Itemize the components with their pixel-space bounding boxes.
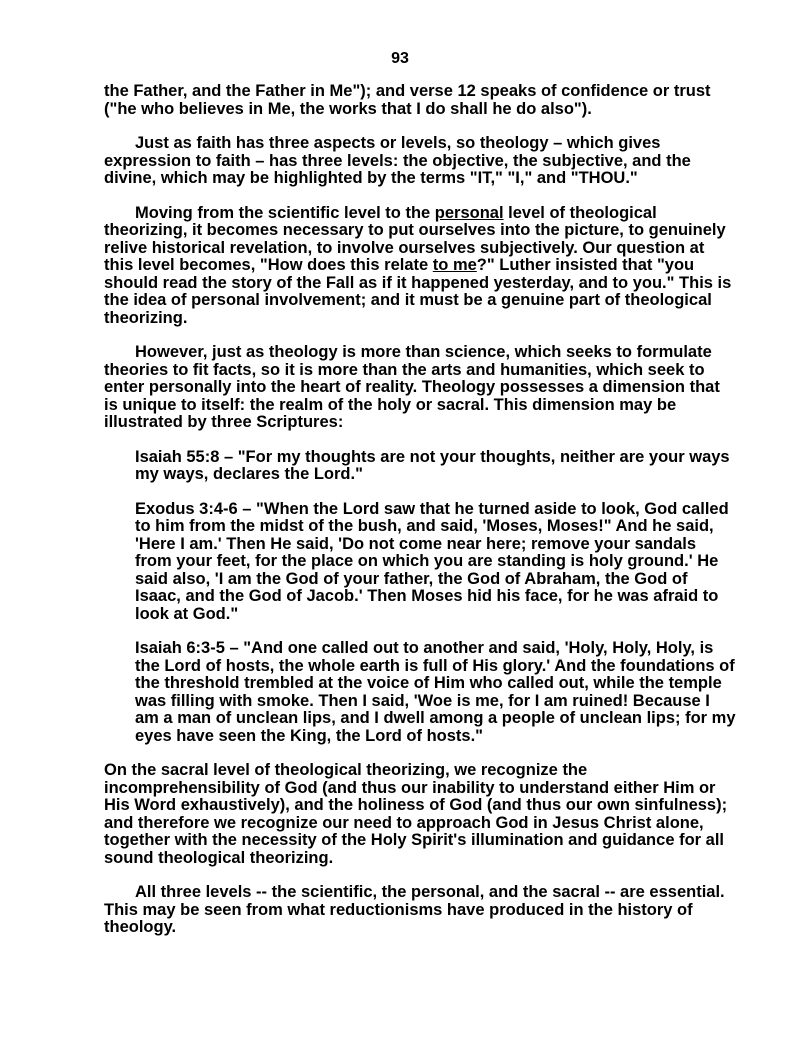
text-segment: Moving from the scientific level to the [135, 203, 435, 222]
paragraph-all-three-levels: All three levels -- the scientific, the personal, and the sacral -- are essential. This may be seen from what reductionisms have produced in the history of theology. [104, 883, 725, 936]
paragraph-sacral-dimension: However, just as theology is more than science, which seeks to formulate theories to fit facts, so it is more than the arts and humanities, which seek to enter personally into the heart of reality. Theology possesses a dimension that is unique to itself: the realm of the holy or sacral. This dimension may be illustrated by three Scriptures: [104, 343, 720, 431]
scripture-isaiah-6: Isaiah 6:3-5 – "And one called out to another and said, 'Holy, Holy, Holy, is the Lord of hosts, the whole earth is full of His glory.' And the foundations of the threshold trembled at the voice of Him who called out, while the temple was filling with smoke. Then I said, 'Woe is me, for I am ruined! Because I am a man of unclean lips, and I dwell among a people of unclean lips; for my eyes have seen the King, the Lord of hosts." [135, 639, 736, 745]
scripture-exodus-3: Exodus 3:4-6 – "When the Lord saw that he turned aside to look, God called to him from the midst of the bush, and said, 'Moses, Moses!" And he said, 'Here I am.' Then He said, 'Do not come near here; remove your sandals from your feet, for the place on which you are standing is holy ground.' He said also, 'I am the God of your father, the God of Abraham, the God of Isaac, and the God of Jacob.' Then Moses hid his face, for he was afraid to look at God." [135, 499, 729, 623]
paragraph-personal-level [104, 205, 736, 328]
paragraph-three-levels: Just as faith has three aspects or levels, so theology – which gives expression to faith – has three levels: the objective, the subjective, and the divine, which may be highlighted by the terms "IT," "I," and "THOU." [104, 134, 691, 187]
text-segment: level of theological theorizing, it becomes necessary to put ourselves into the picture, to genuinely relive historical revelation, to involve ourselves subjectively. Our question at this level becomes, "How does this relate [104, 203, 726, 274]
document-body [104, 83, 736, 954]
scripture-isaiah-55: Isaiah 55:8 – "For my thoughts are not your thoughts, neither are your ways my ways, declares the Lord." [135, 447, 730, 483]
text-segment: ?" Luther insisted that "you should read the story of the Fall as if it happened yesterday, and to you." This is the idea of personal involvement; and it must be a genuine part of theological theorizing. [104, 256, 732, 327]
page-number: 93 [391, 50, 409, 67]
paragraph-continuation: the Father, and the Father in Me"); and verse 12 speaks of confidence or trust ("he who believes in Me, the works that I do shall he do also"). [104, 82, 711, 118]
underlined-personal: personal [434, 203, 504, 222]
paragraph-sacral-level: On the sacral level of theological theorizing, we recognize the incomprehensibility of God (and thus our inability to understand either Him or His Word exhaustively), and the holiness of God (and thus our own sinfulness); and therefore we recognize our need to approach God in Jesus Christ alone, together with the necessity of the Holy Spirit's illumination and guidance for all sound theological theorizing. [104, 761, 728, 867]
underlined-to-me: to me [432, 256, 477, 274]
